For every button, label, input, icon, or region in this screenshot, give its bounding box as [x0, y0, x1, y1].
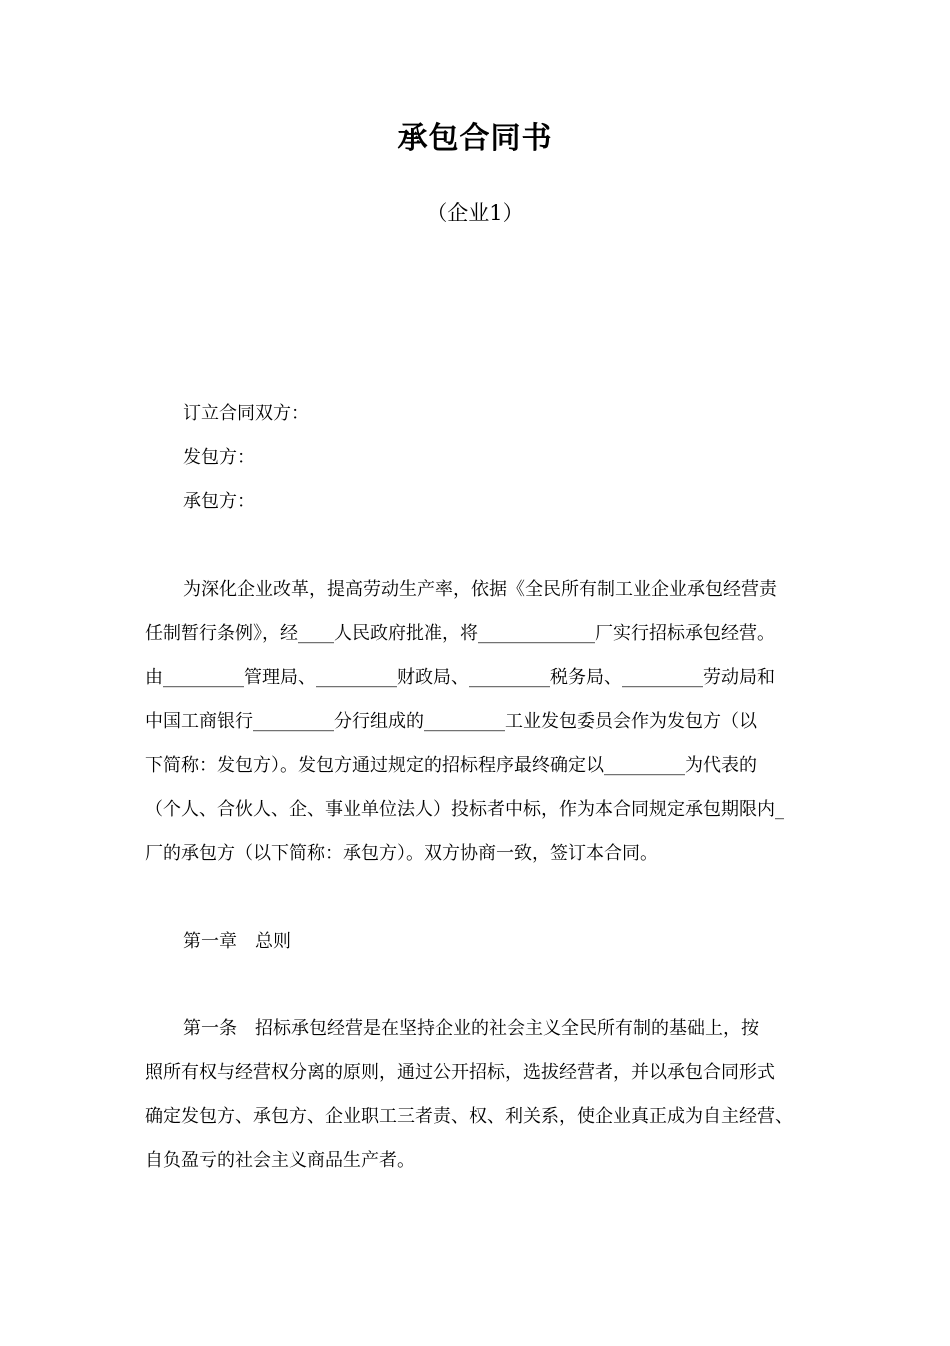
article-one-line-3: 确定发包方、承包方、企业职工三者责、权、利关系，使企业真正成为自主经营、 — [145, 1106, 793, 1127]
preamble-line-4: 中国工商银行_________分行组成的_________工业发包委员会作为发包方（以 — [145, 711, 757, 732]
chapter-one-heading: 第一章 总则 — [183, 931, 291, 952]
document-subtitle: （企业1） — [426, 201, 524, 225]
preamble-line-7: 厂的承包方（以下简称：承包方）。双方协商一致，签订本合同。 — [145, 843, 658, 864]
preamble-line-6: （个人、合伙人、企、事业单位法人）投标者中标，作为本合同规定承包期限内_ — [145, 799, 784, 820]
article-one-line-2: 照所有权与经营权分离的原则，通过公开招标，选拔经营者，并以承包合同形式 — [145, 1062, 775, 1083]
contractor-label: 承包方： — [183, 491, 255, 512]
preamble-line-3: 由_________管理局、_________财政局、_________税务局、_________劳动局和 — [145, 667, 775, 688]
preamble-line-2: 任制暂行条例》，经____人民政府批准，将_____________厂实行招标承包经营。 — [145, 623, 775, 644]
document-title: 承包合同书 — [397, 121, 553, 156]
article-one-line-4: 自负盈亏的社会主义商品生产者。 — [145, 1150, 415, 1171]
article-one-line-1: 第一条 招标承包经营是在坚持企业的社会主义全民所有制的基础上，按 — [183, 1018, 759, 1039]
parties-heading: 订立合同双方： — [183, 403, 309, 424]
preamble-line-5: 下简称：发包方）。发包方通过规定的招标程序最终确定以_________为代表的 — [145, 755, 757, 776]
employer-label: 发包方： — [183, 447, 255, 468]
preamble-line-1: 为深化企业改革，提高劳动生产率，依据《全民所有制工业企业承包经营责 — [183, 579, 777, 600]
